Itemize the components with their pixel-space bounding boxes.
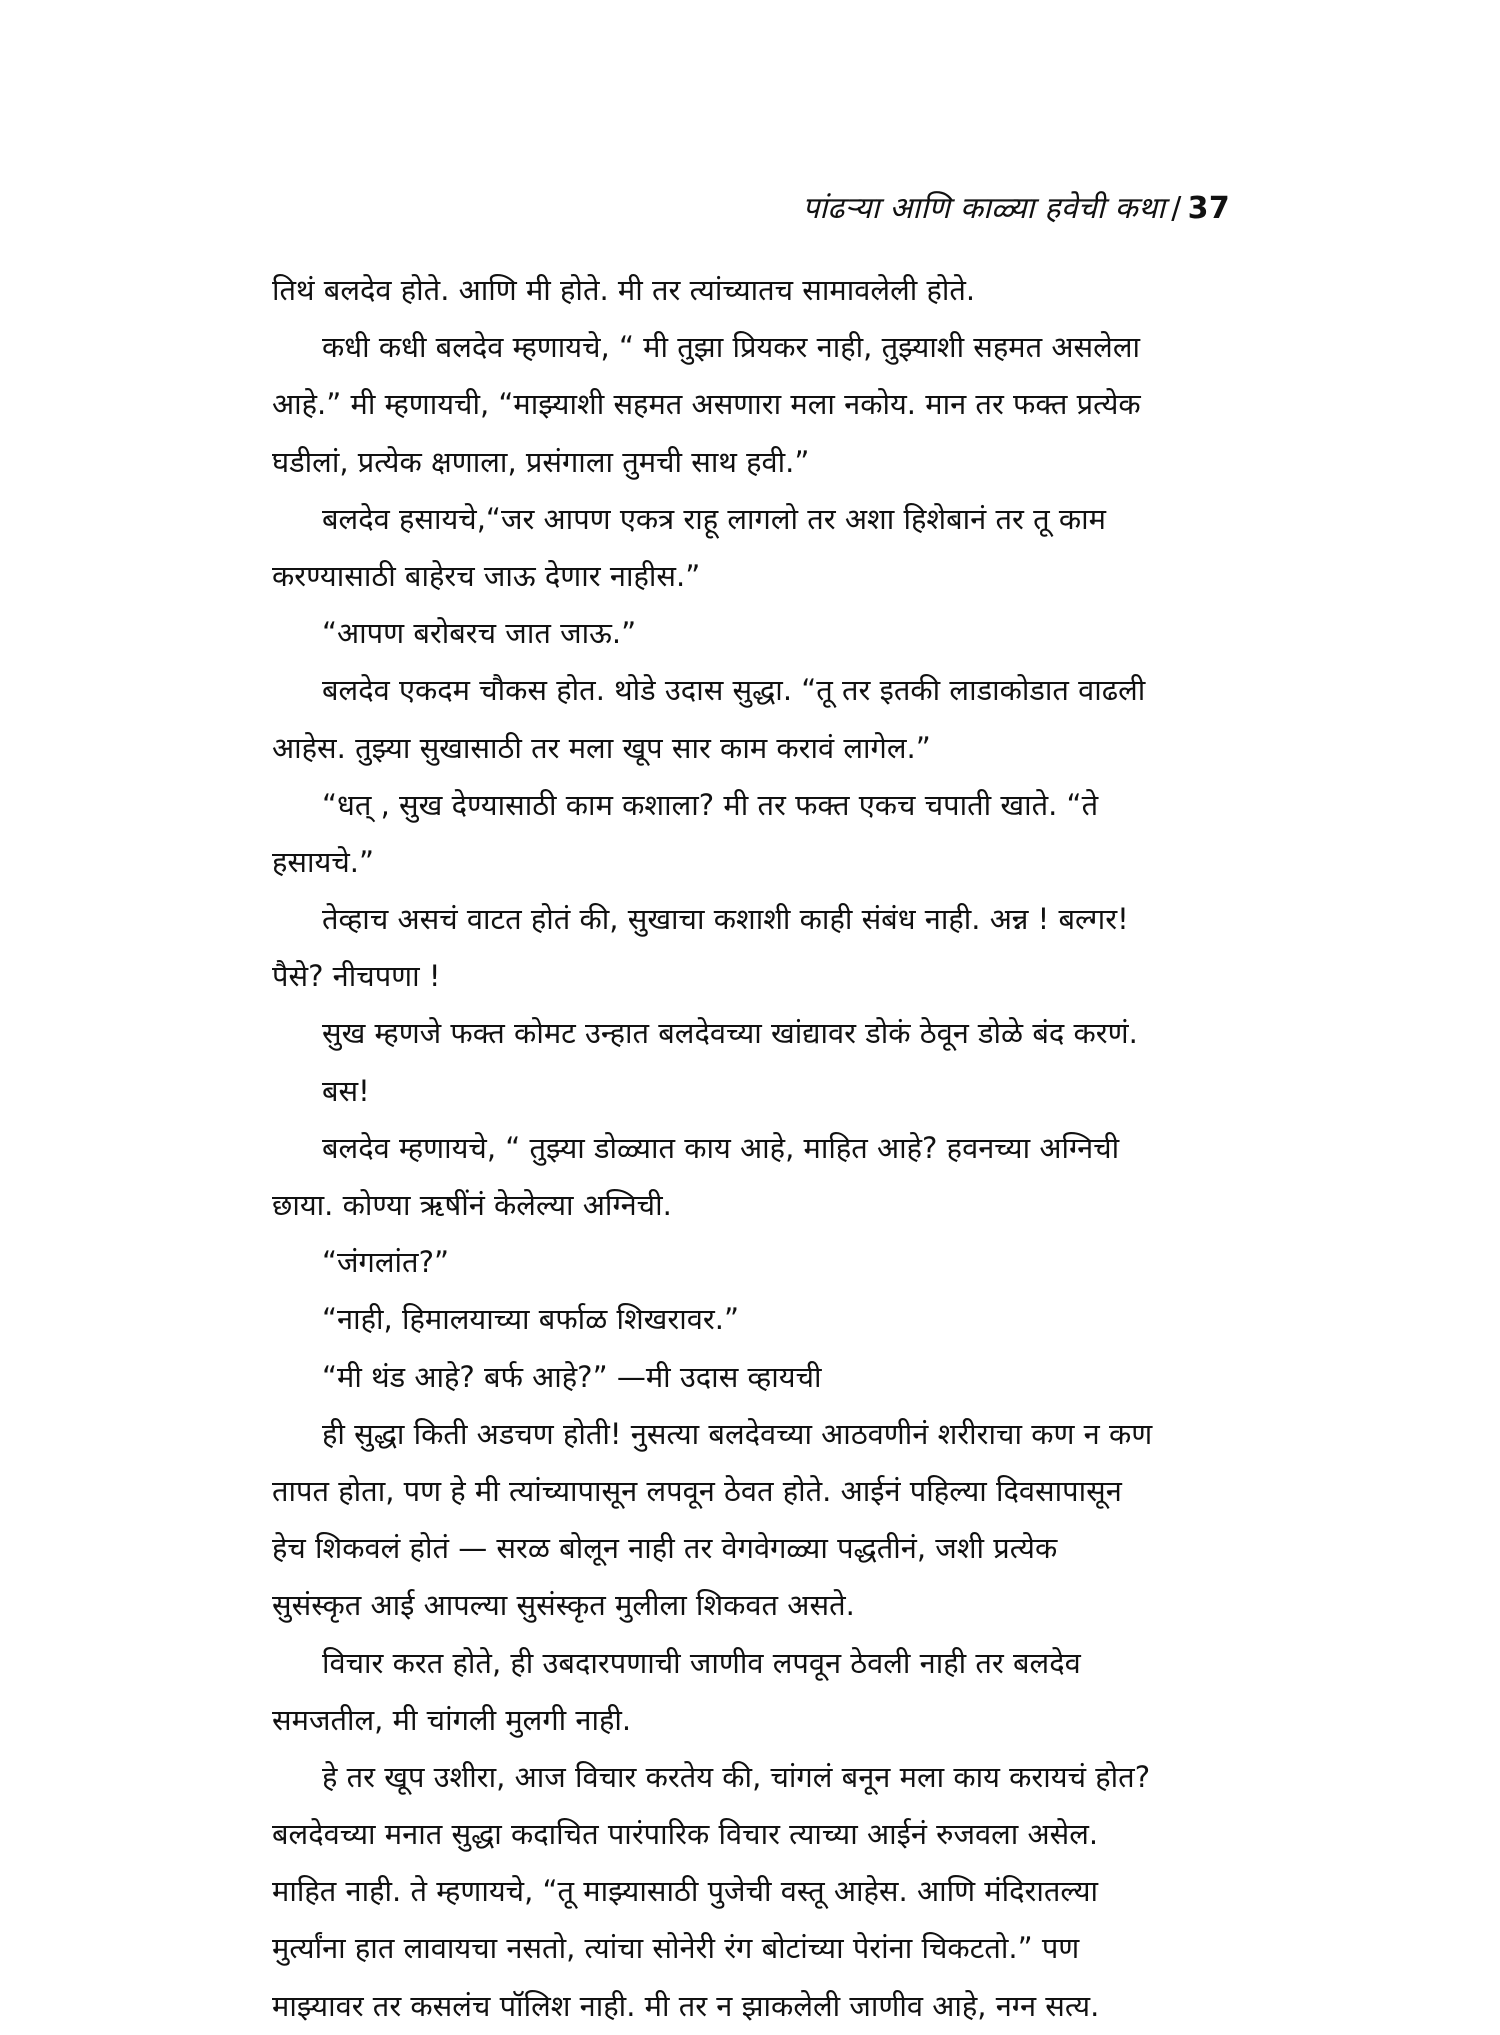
text-line: आहे.” मी म्हणायची, “माझ्याशी सहमत असणारा मला नकोय. मान तर फक्त प्रत्येक (272, 387, 1141, 422)
text-line: बलदेव एकदम चौकस होत. थोडे उदास सुद्धा. “तू तर इतकी लाडाकोडात वाढली (322, 673, 1146, 708)
text-line: छाया. कोण्या ऋषींनं केलेल्या अग्निची. (272, 1188, 672, 1222)
text-line: मुर्त्यांना हात लावायचा नसतो, त्यांचा सोनेरी रंग बोटांच्या पेरांना चिकटतो.” पण (272, 1931, 1080, 1966)
header-separator: / (1171, 191, 1182, 226)
text-line: माझ्यावर तर कसलंच पॉलिश नाही. मी तर न झाकलेली जाणीव आहे, नग्न सत्य. (272, 1988, 1100, 2023)
text-line: “जंगलांत?” (322, 1245, 449, 1280)
text-line: बस! (322, 1073, 370, 1108)
text-line: बलदेवच्या मनात सुद्धा कदाचित पारंपारिक विचार त्याच्या आईनं रुजवला असेल. (272, 1817, 1099, 1852)
text-line: हे तर खूप उशीरा, आज विचार करतेय की, चांगलं बनून मला काय करायचं होत? (322, 1759, 1151, 1794)
chapter-title: पांढऱ्या आणि काळ्या हवेची कथा (802, 191, 1166, 226)
text-line: घडीलां, प्रत्येक क्षणाला, प्रसंगाला तुमची साथ हवी.” (272, 444, 810, 479)
text-line: हसायचे.” (272, 844, 374, 879)
text-line: बलदेव म्हणायचे, “ तुझ्या डोळ्यात काय आहे, माहित आहे? हवनच्या अग्निची (322, 1130, 1120, 1165)
text-line: तेव्हाच असचं वाटत होतं की, सुखाचा कशाशी काही संबंध नाही. अन्न ! बल्गर! (322, 902, 1129, 937)
running-header (802, 186, 1230, 227)
text-line: तिथं बलदेव होते. आणि मी होते. मी तर त्यांच्यातच सामावलेली होते. (272, 273, 976, 307)
text-line: “धत् , सुख देण्यासाठी काम कशाला? मी तर फक्त एकच चपाती खाते. “ते (322, 787, 1099, 822)
text-line: बलदेव हसायचे,“जर आपण एकत्र राहू लागलो तर अशा हिशेबानं तर तू काम (322, 501, 1106, 536)
text-line: विचार करत होते, ही उबदारपणाची जाणीव लपवून ठेवली नाही तर बलदेव (322, 1645, 1081, 1680)
text-line: माहित नाही. ते म्हणायचे, “तू माझ्यासाठी पुजेची वस्तू आहेस. आणि मंदिरातल्या (272, 1874, 1099, 1909)
text-line: सुख म्हणजे फक्त कोमट उन्हात बलदेवच्या खांद्यावर डोकं ठेवून डोळे बंद करणं. (322, 1016, 1138, 1051)
text-line: करण्यासाठी बाहेरच जाऊ देणार नाहीस.” (272, 558, 701, 593)
text-line: सुसंस्कृत आई आपल्या सुसंस्कृत मुलीला शिकवत असते. (272, 1588, 855, 1623)
text-line: ही सुद्धा किती अडचण होती! नुसत्या बलदेवच्या आठवणीनं शरीराचा कण न कण (322, 1416, 1153, 1451)
text-line: “नाही, हिमालयाच्या बर्फाळ शिखरावर.” (322, 1302, 740, 1337)
body-text (272, 262, 1232, 2035)
page-number: 37 (1187, 191, 1230, 226)
text-line: “मी थंड आहे? बर्फ आहे?” —मी उदास व्हायची (322, 1359, 822, 1394)
text-line: तापत होता, पण हे मी त्यांच्यापासून लपवून ठेवत होते. आईनं पहिल्या दिवसापासून (272, 1473, 1122, 1508)
text-line: हेच शिकवलं होतं — सरळ बोलून नाही तर वेगवेगळ्या पद्धतीनं, जशी प्रत्येक (272, 1531, 1058, 1566)
text-line: पैसे? नीचपणा ! (272, 959, 441, 994)
text-line: कधी कधी बलदेव म्हणायचे, “ मी तुझा प्रियकर नाही, तुझ्याशी सहमत असलेला (322, 330, 1140, 365)
text-line: समजतील, मी चांगली मुलगी नाही. (272, 1702, 632, 1737)
text-line: आहेस. तुझ्या सुखासाठी तर मला खूप सार काम करावं लागेल.” (272, 730, 931, 765)
text-line: “आपण बरोबरच जात जाऊ.” (322, 616, 637, 651)
